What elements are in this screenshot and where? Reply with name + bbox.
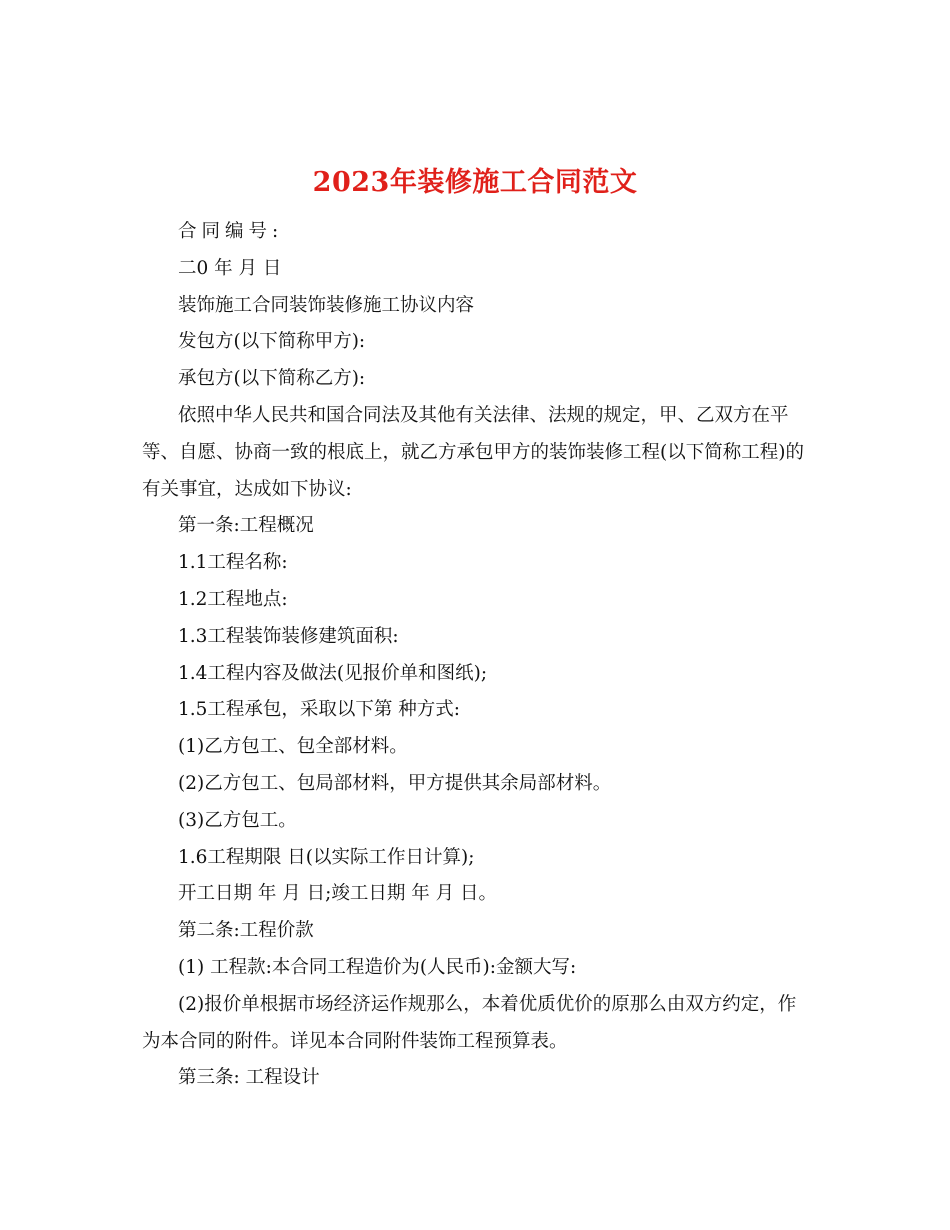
article-heading: 第一条:工程概况 [178,515,314,537]
clause-item: 1.2工程地点: [178,588,288,610]
clause-item: 1.3工程装饰装修建筑面积: [178,625,399,647]
contract-number-line: 合同编号: [178,221,284,242]
clause-item: 1.5工程承包，采取以下第 种方式: [178,699,461,721]
option-item: (2)乙方包工、包局部材料，甲方提供其余局部材料。 [178,772,612,794]
clause-item: 1.1工程名称: [178,552,288,574]
clause-item: (2)报价单根据市场经济运作规那么，本着优质优价的原那么由双方约定，作为本合同的附件。详见本合同附件装饰工程预算表。 [142,993,797,1052]
clause-item: 1.4工程内容及做法(见报价单和图纸); [178,662,488,684]
document-body [142,214,808,1097]
preamble-paragraph: 依照中华人民共和国合同法及其他有关法律、法规的规定，甲、乙双方在平等、自愿、协商一致的根底上，就乙方承包甲方的装饰装修工程(以下简称工程)的有关事宜，达成如下协议: [142,404,804,500]
option-item: (3)乙方包工。 [178,809,297,831]
paragraph: 装饰施工合同装饰装修施工协议内容 [178,294,475,316]
article-heading: 第二条:工程价款 [178,920,314,942]
clause-item: (1) 工程款:本合同工程造价为(人民币):金额大写: [178,956,577,978]
article-heading: 第三条: 工程设计 [178,1067,320,1089]
party-b-line: 承包方(以下简称乙方): [178,368,366,390]
clause-item: 开工日期 年 月 日;竣工日期 年 月 日。 [178,883,498,905]
clause-item: 1.6工程期限 日(以实际工作日计算); [178,846,475,868]
date-line: 二0 年 月 日 [178,257,282,279]
document-title: 2023年装修施工合同范文 [312,167,638,199]
party-a-line: 发包方(以下简称甲方): [178,331,366,353]
option-item: (1)乙方包工、包全部材料。 [178,736,408,758]
